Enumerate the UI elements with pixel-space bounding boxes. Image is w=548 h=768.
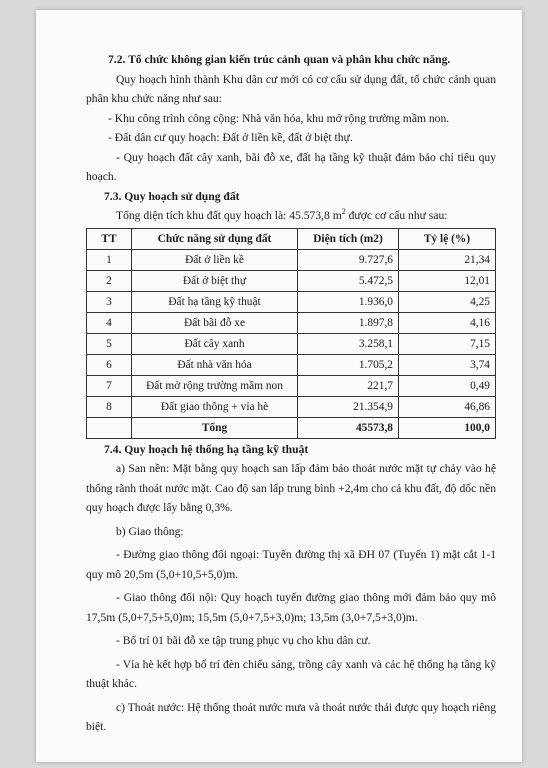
table-header-row: [87, 228, 496, 249]
table-row: [87, 291, 496, 312]
header-ratio: Tỷ lệ (%): [399, 228, 496, 249]
header-area: Diện tích (m2): [298, 228, 399, 249]
header-tt: TT: [87, 228, 132, 249]
section-7-4-paragraph: b) Giao thông:: [116, 524, 184, 538]
cell-ratio: 4,25: [399, 291, 496, 312]
section-7-2-title: 7.2. Tổ chức không gian kiến trúc cảnh quan và phân khu chức năng.: [108, 53, 451, 66]
total-area: 45573,8: [298, 417, 399, 438]
cell-ratio: 3,74: [399, 354, 496, 375]
cell-tt: 7: [87, 375, 132, 396]
section-7-4-paragraph: a) San nền: Mặt bằng quy hoạch san lấp đảm bảo thoát nước mặt tự chảy vào hệ thống rãnh thoát nước mặt. Cao độ san lấp trung bình +2,4m cho cả khu đất, độ dốc nền quy hoạch được lấy bằng 0,3%.: [86, 462, 496, 514]
cell-ratio: 21,34: [399, 249, 496, 270]
cell-area: 1.897,8: [298, 312, 399, 333]
table-row: [87, 333, 496, 354]
table-total-row: [87, 417, 496, 438]
section-7-4-paragraph: - Giao thông đối nội: Quy hoạch tuyến đường giao thông mới đảm bảo quy mô 17,5m (5,0+7,5+5,0)m; 15,5m (5,0+7,5+3,0)m; 13,5m (3,0+7,5+3,0)m.: [86, 591, 496, 624]
section-7-3-intro: Tổng diện tích khu đất quy hoạch là: 45.573,8 $m^2$ được cơ cấu như sau:: [116, 207, 448, 222]
table-row: [87, 354, 496, 375]
cell-tt: 1: [87, 249, 132, 270]
total-label: Tổng: [132, 417, 298, 438]
section-7-2-item: - Quy hoạch đất cây xanh, bãi đỗ xe, đất hạ tầng kỹ thuật đảm bảo chỉ tiêu quy hoạch.: [86, 150, 496, 183]
cell-name: Đất hạ tầng kỹ thuật: [132, 291, 298, 312]
cell-name: Đất ở biệt thự: [132, 270, 298, 291]
cell-ratio: 12,01: [399, 270, 496, 291]
section-7-2-item: - Đất dân cư quy hoạch: Đất ở liền kề, đất ở biệt thự.: [108, 131, 353, 144]
section-7-4-paragraph: - Đường giao thông đối ngoại: Tuyến đường thị xã ĐH 07 (Tuyến 1) mặt cắt 1-1 quy mô 20,5m (5,0+10,5+5,0)m.: [86, 548, 496, 581]
cell-ratio: 7,15: [399, 333, 496, 354]
table-row: [87, 249, 496, 270]
cell-area: 1.936,0: [298, 291, 399, 312]
section-7-4-paragraph: c) Thoát nước: Hệ thống thoát nước mưa và thoát nước thải được quy hoạch riêng biệt.: [86, 700, 496, 733]
document-content: [86, 50, 496, 737]
section-7-3-title: 7.3. Quy hoạch sử dụng đất: [104, 189, 240, 203]
cell-area: 21.354,9: [298, 396, 399, 417]
cell-name: Đất ở liền kề: [132, 249, 298, 270]
cell-tt-empty: [87, 417, 132, 438]
cell-name: Đất nhà văn hóa: [132, 354, 298, 375]
cell-tt: 6: [87, 354, 132, 375]
cell-ratio: 0,49: [399, 375, 496, 396]
section-7-2-item: - Khu công trình công cộng: Nhà văn hóa, khu mở rộng trường mầm non.: [108, 111, 450, 125]
cell-ratio: 46,86: [399, 396, 496, 417]
total-ratio: 100,0: [399, 417, 496, 438]
table-row: [87, 396, 496, 417]
cell-tt: 8: [87, 396, 132, 417]
cell-area: 9.727,6: [298, 249, 399, 270]
table-row: [87, 375, 496, 396]
document-page: [36, 10, 522, 762]
cell-tt: 5: [87, 333, 132, 354]
cell-name: Đất cây xanh: [132, 333, 298, 354]
cell-name: Đất mở rộng trường mầm non: [132, 375, 298, 396]
table-row: [87, 312, 496, 333]
cell-name: Đất giao thông + vỉa hè: [132, 396, 298, 417]
cell-ratio: 4,16: [399, 312, 496, 333]
land-use-table: [86, 228, 496, 439]
cell-tt: 4: [87, 312, 132, 333]
cell-area: 1.705,2: [298, 354, 399, 375]
cell-area: 5.472,5: [298, 270, 399, 291]
table-row: [87, 270, 496, 291]
section-7-4-paragraph: - Bố trí 01 bãi đỗ xe tập trung phục vụ cho khu dân cư.: [116, 634, 371, 647]
cell-name: Đất bãi đỗ xe: [132, 312, 298, 333]
header-name: Chức năng sử dụng đất: [132, 228, 298, 249]
cell-tt: 3: [87, 291, 132, 312]
cell-area: 3.258,1: [298, 333, 399, 354]
cell-area: 221,7: [298, 375, 399, 396]
cell-tt: 2: [87, 270, 132, 291]
section-7-2-intro: Quy hoạch hình thành Khu dân cư mới có cơ cấu sử dụng đất, tổ chức cảnh quan phân khu chức năng như sau:: [86, 72, 496, 105]
section-7-4-title: 7.4. Quy hoạch hệ thống hạ tầng kỹ thuật: [104, 442, 309, 456]
section-7-4-paragraph: - Vỉa hè kết hợp bố trí đèn chiếu sáng, trồng cây xanh và các hệ thống hạ tầng kỹ thuật khác.: [86, 657, 496, 690]
